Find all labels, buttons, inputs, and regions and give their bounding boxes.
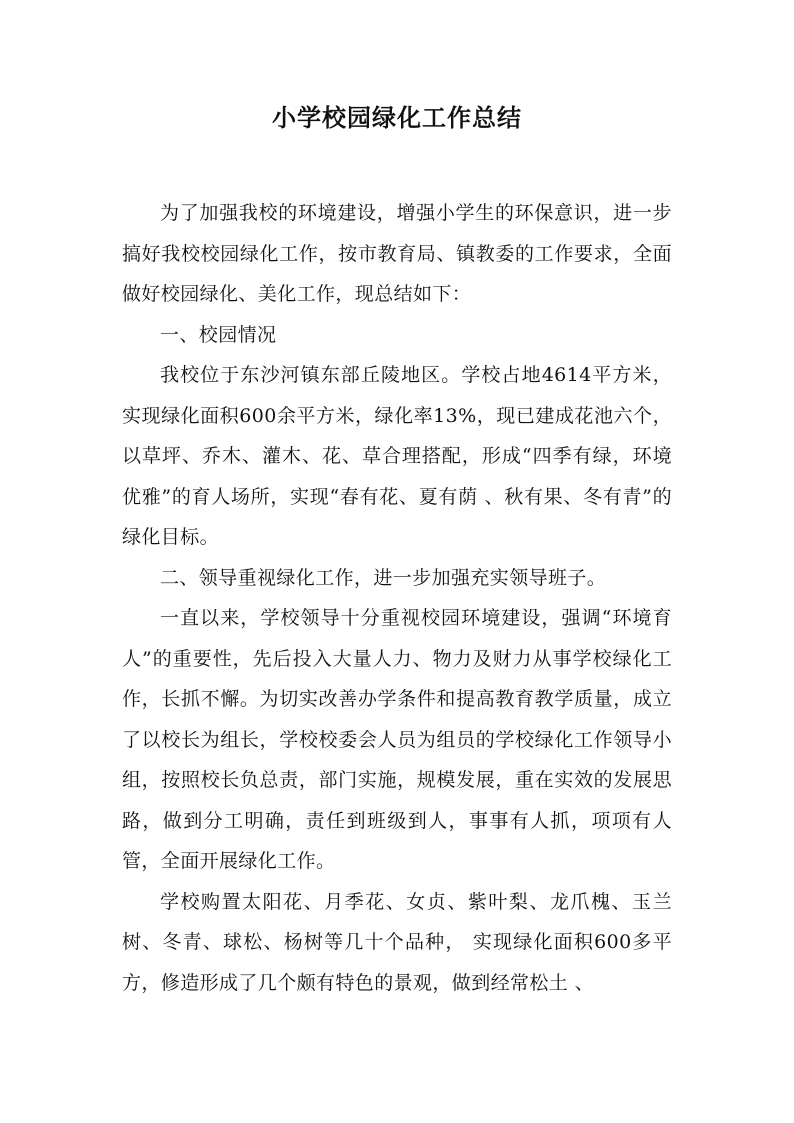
paragraph-campus-situation: 我校位于东沙河镇东部丘陵地区。学校占地4614平方米，实现绿化面积600余平方米，绿化率13%，现已建成花池六个，以草坪、乔木、灌木、花、草合理搭配，形成“四季有绿，环境优雅”的育人场所，实现“春有花、夏有荫 、秋有果、冬有青”的绿化目标。 [122, 364, 672, 548]
section-heading-campus-situation: 一、校园情况 [160, 323, 277, 346]
document-body [122, 193, 672, 1003]
document-title: 小学校园绿化工作总结 [272, 104, 522, 132]
paragraph-intro: 为了加强我校的环境建设，增强小学生的环保意识，进一步搞好我校校园绿化工作，按市教育局、镇教委的工作要求，全面做好校园绿化、美化工作，现总结如下： [122, 202, 672, 305]
paragraph-leadership: 一直以来，学校领导十分重视校园环境建设，强调“环境育人”的重要性，先后投入大量人力、物力及财力从事学校绿化工作，长抓不懈。为切实改善办学条件和提高教育教学质量，成立了以校长为组长，学校校委会人员为组员的学校绿化工作领导小组，按照校长负总责，部门实施，规模发展，重在实效的发展思路，做到分工明确，责任到班级到人，事事有人抓，项项有人管，全面开展绿化工作。 [122, 607, 672, 872]
section-heading-leadership: 二、领导重视绿化工作，进一步加强充实领导班子。 [160, 566, 607, 589]
paragraph-plant-purchases: 学校购置太阳花、月季花、女贞、紫叶梨、龙爪槐、玉兰树、冬青、球松、杨树等几十个品种， 实现绿化面积600多平方，修造形成了几个颇有特色的景观，做到经常松土 、 [122, 890, 672, 994]
